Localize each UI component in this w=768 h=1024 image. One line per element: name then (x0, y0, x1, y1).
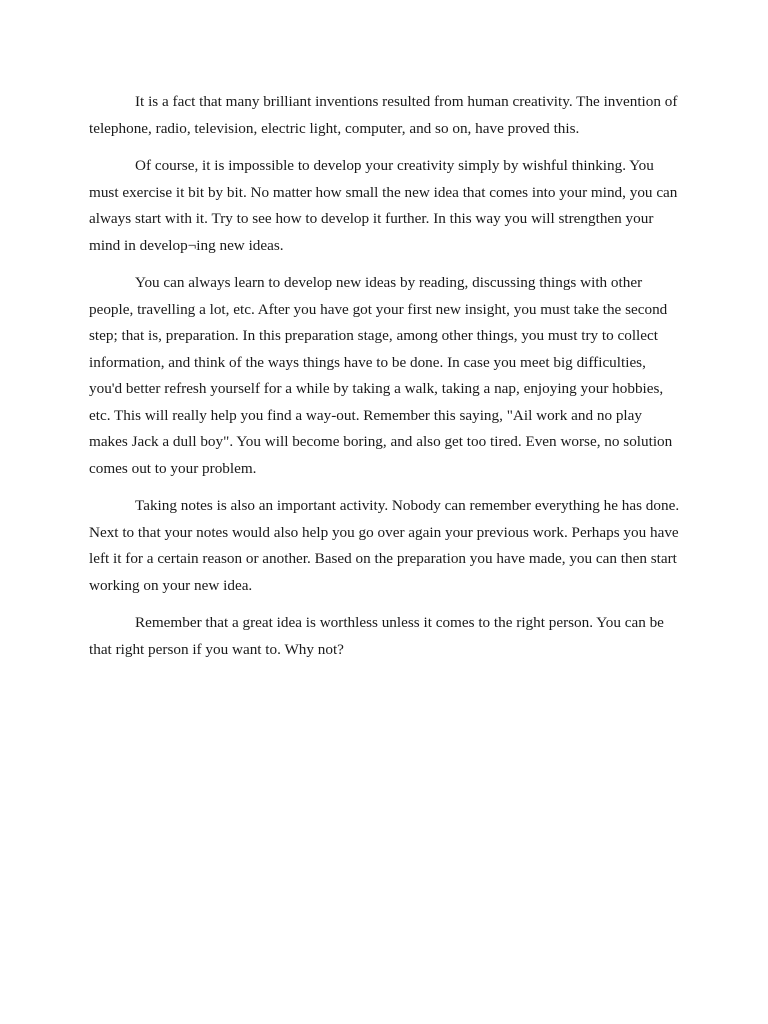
paragraph-4: Taking notes is also an important activity. Nobody can remember everything he has done. Next to that your notes would also help you go over again your previous work. Perhaps you have left it for a certain reason or another. Based on the preparation you have made, you can then start working on your new idea. (89, 497, 680, 594)
paragraph-1: It is a fact that many brilliant inventions resulted from human creativity. The invention of telephone, radio, television, electric light, computer, and so on, have proved this. (89, 93, 678, 137)
paragraph-3: You can always learn to develop new ideas by reading, discussing things with other people, travelling a lot, etc. After you have got your first new insight, you must take the second step; that is, preparation. In this preparation stage, among other things, you must try to collect information, and think of the ways things have to be done. In case you meet big difficulties, you'd better refresh yourself for a while by taking a walk, taking a nap, enjoying your hobbies, etc. This will really help you find a way-out. Remember this saying, "Ail work and no play makes Jack a dull boy". You will become boring, and also get too tired. Even worse, no solution comes out to your problem. (89, 274, 673, 477)
paragraph-5: Remember that a great idea is worthless unless it comes to the right person. You can be that right person if you want to. Why not? (89, 614, 664, 658)
paragraph-2: Of course, it is impossible to develop your creativity simply by wishful thinking. You must exercise it bit by bit. No matter how small the new idea that comes into your mind, you can always start with it. Try to see how to develop it further. In this way you will strengthen your mind in develop¬ing new ideas. (89, 157, 678, 254)
document-body (89, 89, 681, 674)
